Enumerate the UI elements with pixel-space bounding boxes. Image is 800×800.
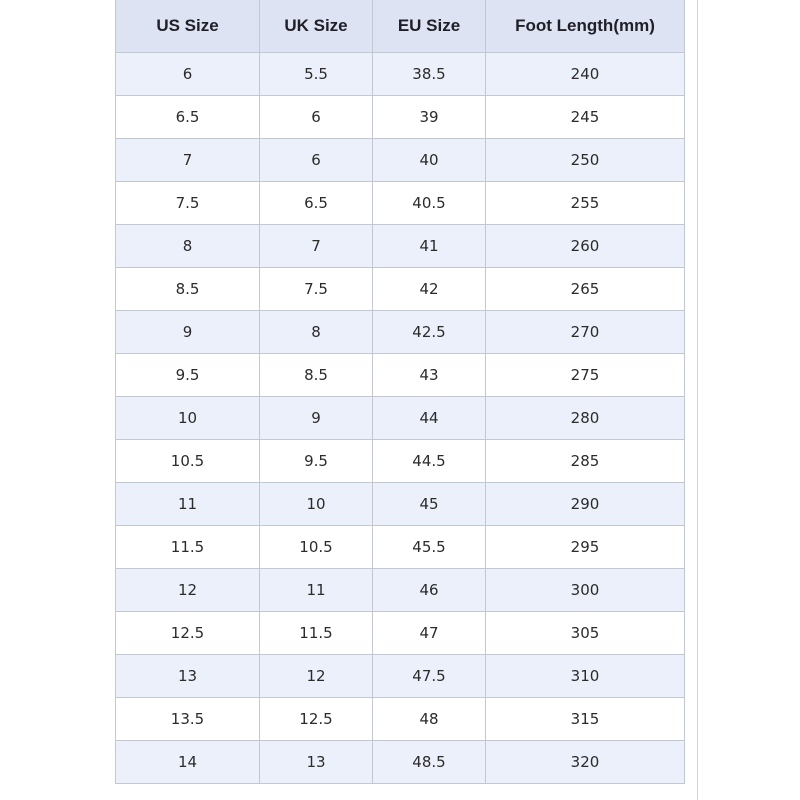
cell-us-size: 14 (116, 741, 260, 784)
table-row (116, 569, 685, 612)
table-row (116, 225, 685, 268)
cell-foot-length: 265 (486, 268, 685, 311)
cell-foot-length: 240 (486, 53, 685, 96)
cell-eu-size: 43 (373, 354, 486, 397)
cell-us-size: 10.5 (116, 440, 260, 483)
table-row (116, 698, 685, 741)
cell-uk-size: 7 (260, 225, 373, 268)
table-row (116, 526, 685, 569)
table-header-row (116, 0, 685, 53)
table-row (116, 354, 685, 397)
table-body (116, 53, 685, 784)
cell-uk-size: 12 (260, 655, 373, 698)
cell-eu-size: 40 (373, 139, 486, 182)
table-row (116, 741, 685, 784)
cell-us-size: 12 (116, 569, 260, 612)
cell-us-size: 6 (116, 53, 260, 96)
cell-us-size: 8 (116, 225, 260, 268)
cell-uk-size: 11.5 (260, 612, 373, 655)
page-divider (697, 0, 698, 800)
cell-eu-size: 48.5 (373, 741, 486, 784)
cell-uk-size: 12.5 (260, 698, 373, 741)
cell-us-size: 7 (116, 139, 260, 182)
cell-eu-size: 42 (373, 268, 486, 311)
cell-uk-size: 9.5 (260, 440, 373, 483)
cell-uk-size: 8 (260, 311, 373, 354)
cell-uk-size: 9 (260, 397, 373, 440)
cell-eu-size: 47.5 (373, 655, 486, 698)
cell-foot-length: 300 (486, 569, 685, 612)
cell-eu-size: 45.5 (373, 526, 486, 569)
table-row (116, 612, 685, 655)
cell-us-size: 8.5 (116, 268, 260, 311)
cell-uk-size: 8.5 (260, 354, 373, 397)
table-row (116, 655, 685, 698)
size-conversion-table (115, 0, 685, 784)
cell-us-size: 9 (116, 311, 260, 354)
cell-eu-size: 38.5 (373, 53, 486, 96)
cell-uk-size: 10 (260, 483, 373, 526)
cell-eu-size: 39 (373, 96, 486, 139)
cell-uk-size: 7.5 (260, 268, 373, 311)
cell-eu-size: 44 (373, 397, 486, 440)
cell-eu-size: 42.5 (373, 311, 486, 354)
table-row (116, 483, 685, 526)
table-row (116, 397, 685, 440)
cell-foot-length: 275 (486, 354, 685, 397)
cell-eu-size: 48 (373, 698, 486, 741)
cell-foot-length: 315 (486, 698, 685, 741)
cell-us-size: 7.5 (116, 182, 260, 225)
header-eu-size: EU Size (373, 0, 486, 53)
cell-uk-size: 13 (260, 741, 373, 784)
table-row (116, 268, 685, 311)
cell-foot-length: 255 (486, 182, 685, 225)
cell-foot-length: 295 (486, 526, 685, 569)
cell-us-size: 13 (116, 655, 260, 698)
cell-foot-length: 305 (486, 612, 685, 655)
cell-us-size: 11 (116, 483, 260, 526)
cell-uk-size: 6 (260, 139, 373, 182)
cell-us-size: 13.5 (116, 698, 260, 741)
cell-foot-length: 250 (486, 139, 685, 182)
cell-foot-length: 245 (486, 96, 685, 139)
cell-uk-size: 11 (260, 569, 373, 612)
cell-foot-length: 310 (486, 655, 685, 698)
cell-us-size: 12.5 (116, 612, 260, 655)
cell-eu-size: 47 (373, 612, 486, 655)
cell-foot-length: 285 (486, 440, 685, 483)
cell-eu-size: 46 (373, 569, 486, 612)
cell-us-size: 11.5 (116, 526, 260, 569)
cell-us-size: 9.5 (116, 354, 260, 397)
cell-eu-size: 40.5 (373, 182, 486, 225)
cell-uk-size: 5.5 (260, 53, 373, 96)
table-row (116, 53, 685, 96)
cell-uk-size: 6 (260, 96, 373, 139)
table-row (116, 96, 685, 139)
table-row (116, 139, 685, 182)
cell-eu-size: 44.5 (373, 440, 486, 483)
cell-us-size: 6.5 (116, 96, 260, 139)
header-us-size: US Size (116, 0, 260, 53)
cell-foot-length: 290 (486, 483, 685, 526)
cell-eu-size: 45 (373, 483, 486, 526)
cell-foot-length: 260 (486, 225, 685, 268)
cell-eu-size: 41 (373, 225, 486, 268)
cell-foot-length: 320 (486, 741, 685, 784)
cell-uk-size: 6.5 (260, 182, 373, 225)
table-row (116, 440, 685, 483)
table-row (116, 311, 685, 354)
cell-uk-size: 10.5 (260, 526, 373, 569)
cell-us-size: 10 (116, 397, 260, 440)
cell-foot-length: 270 (486, 311, 685, 354)
header-foot-length: Foot Length(mm) (486, 0, 685, 53)
table-row (116, 182, 685, 225)
header-uk-size: UK Size (260, 0, 373, 53)
cell-foot-length: 280 (486, 397, 685, 440)
